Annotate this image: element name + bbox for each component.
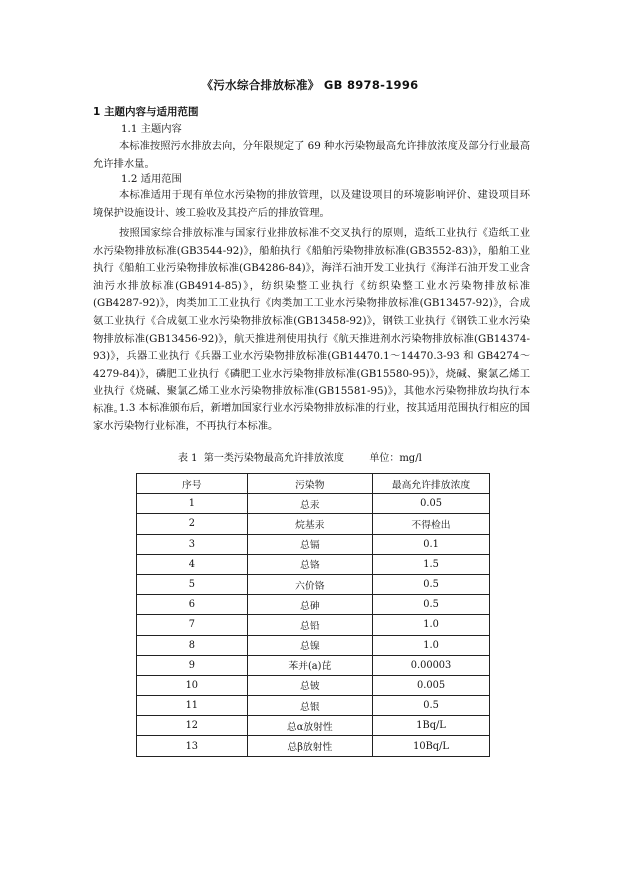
table-row	[137, 736, 490, 756]
table-cell: 总汞	[247, 494, 372, 514]
table-cell: 0.05	[373, 494, 490, 514]
table-cell: 11	[137, 696, 248, 716]
table-cell: 0.1	[373, 534, 490, 554]
table-row	[137, 534, 490, 554]
table-cell: 0.00003	[373, 655, 490, 675]
table-cell: 0.5	[373, 696, 490, 716]
table-cell: 总铍	[247, 675, 372, 695]
document-title: 《污水综合排放标准》 GB 8978-1996	[201, 78, 419, 92]
table-cell: 9	[137, 655, 248, 675]
table-cell: 总α放射性	[247, 716, 372, 736]
table-row	[137, 635, 490, 655]
table-cell: 总砷	[247, 595, 372, 615]
section-1-1-body	[93, 138, 530, 173]
section-1-heading: 1 主题内容与适用范围	[93, 106, 199, 118]
table-row	[137, 615, 490, 635]
table-cell: 1.0	[373, 635, 490, 655]
table-cell: 不得检出	[373, 514, 490, 534]
table-cell: 六价铬	[247, 574, 372, 594]
table-cell: 总β放射性	[247, 736, 372, 756]
table-row	[137, 675, 490, 695]
table-row	[137, 554, 490, 574]
table-cell: 0.005	[373, 675, 490, 695]
table-cell: 烷基汞	[247, 514, 372, 534]
pollutant-table	[136, 473, 490, 757]
table-cell: 4	[137, 554, 248, 574]
table-cell: 总银	[247, 696, 372, 716]
table-cell: 总镍	[247, 635, 372, 655]
section-1-2-body-2	[93, 225, 530, 419]
table-cell: 3	[137, 534, 248, 554]
section-1-3-body	[93, 400, 530, 435]
table-cell: 0.5	[373, 574, 490, 594]
table-row	[137, 716, 490, 736]
paragraph: 本标准按照污水排放去向，分年限规定了 69 种水污染物最高允许排放浓度及部分行业最高允许排水量。	[93, 140, 530, 170]
table-row	[137, 696, 490, 716]
table-cell: 1.5	[373, 554, 490, 574]
section-1-2-body	[93, 187, 530, 222]
table-row	[137, 514, 490, 534]
paragraph: 本标准适用于现有单位水污染物的排放管理，以及建设项目的环境影响评价、建设项目环境保护设施设计、竣工验收及其投产后的排放管理。	[93, 189, 530, 219]
table-cell: 总铬	[247, 554, 372, 574]
table-row	[137, 494, 490, 514]
table-row	[137, 574, 490, 594]
header-cell: 序号	[137, 474, 248, 494]
table-cell: 0.5	[373, 595, 490, 615]
table-cell: 1.0	[373, 615, 490, 635]
table-caption: 表 1 第一类污染物最高允许排放浓度 单位：mg/l	[178, 453, 422, 464]
table-cell: 2	[137, 514, 248, 534]
table-cell: 苯并(a)芘	[247, 655, 372, 675]
header-cell: 污染物	[247, 474, 372, 494]
table-header-row	[137, 474, 490, 494]
table-cell: 7	[137, 615, 248, 635]
paragraph: 按照国家综合排放标准与国家行业排放标准不交叉执行的原则，造纸工业执行《造纸工业水污染物排放标准(GB3544-92)》，船舶执行《船舶污染物排放标准(GB3552-83)》，船舶工业执行《船舶工业污染物排放标准(GB4286-84)》，海洋石油开发工业执行《海洋石油开发工业含油污水排放标准(GB4914-85)》，纺织染整工业执行《纺织染整工业水污染物排放标准(GB4287-92)》，肉类加工工业执行《肉类加工工业水污染物排放标准(GB13457-92)》，合成氨工业执行《合成氨工业水污染物排放标准(GB13458-92)》，钢铁工业执行《钢铁工业水污染物排放标准(GB13456-92)》，航天推进剂使用执行《航天推进剂水污染物排放标准(GB14374-93)》，兵器工业执行《兵器工业水污染物排放标准(GB14470.1～14470.3-93 和 GB4274～4279-84)》，磷肥工业执行《磷肥工业水污染物排放标准(GB15580-95)》，烧碱、聚氯乙烯工业执行《烧碱、聚氯乙烯工业水污染物排放标准(GB15581-95)》，其他水污染物排放均执行本标准。	[93, 227, 530, 415]
table-cell: 13	[137, 736, 248, 756]
table-cell: 10Bq/L	[373, 736, 490, 756]
paragraph: 1.3 本标准颁布后，新增加国家行业水污染物排放标准的行业，按其适用范围执行相应的国家水污染物行业标准，不再执行本标准。	[93, 402, 530, 432]
table-row	[137, 655, 490, 675]
table-cell: 8	[137, 635, 248, 655]
table-cell: 1	[137, 494, 248, 514]
header-cell: 最高允许排放浓度	[373, 474, 490, 494]
table-cell: 6	[137, 595, 248, 615]
section-1-1-heading: 1.1 主题内容	[121, 123, 182, 135]
section-1-2-heading: 1.2 适用范围	[121, 173, 182, 185]
table-cell: 总镉	[247, 534, 372, 554]
table-cell: 10	[137, 675, 248, 695]
table-cell: 总铅	[247, 615, 372, 635]
table-row	[137, 595, 490, 615]
table-cell: 5	[137, 574, 248, 594]
table-cell: 1Bq/L	[373, 716, 490, 736]
table-cell: 12	[137, 716, 248, 736]
